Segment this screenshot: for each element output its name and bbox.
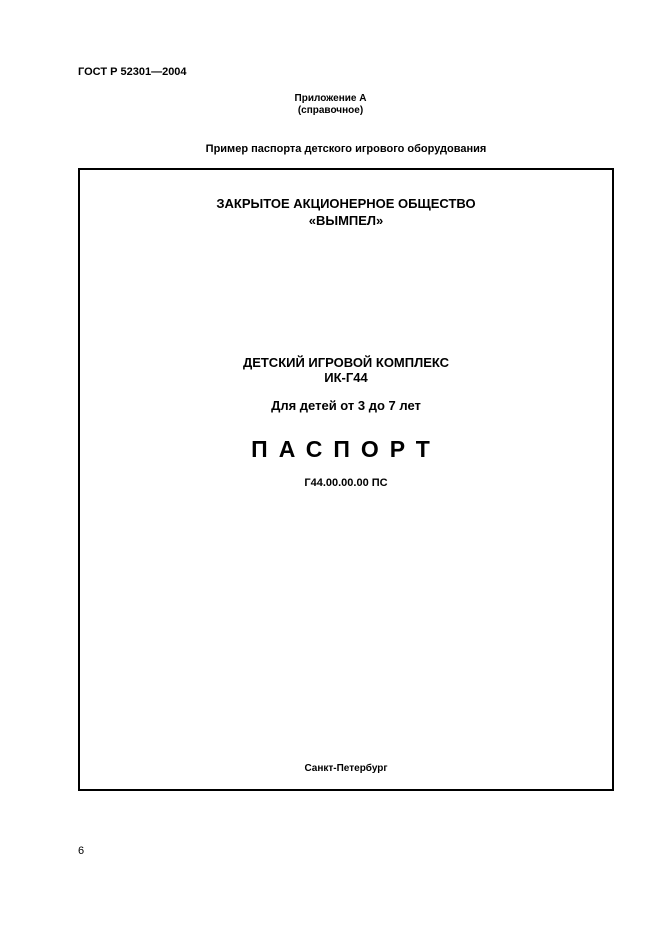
product-name-line2: ИК-Г44: [324, 370, 368, 385]
product-name-line1: ДЕТСКИЙ ИГРОВОЙ КОМПЛЕКС: [242, 355, 450, 370]
age-range: Для детей от 3 до 7 лет: [271, 398, 421, 413]
appendix-title: Приложение А: [294, 93, 367, 104]
appendix-note: (справочное): [297, 105, 364, 116]
company-name: [80, 195, 612, 229]
city-name: Санкт-Петербург: [304, 763, 388, 774]
company-name-line1: ЗАКРЫТОЕ АКЦИОНЕРНОЕ ОБЩЕСТВО: [216, 196, 476, 211]
product-name: [80, 355, 612, 385]
passport-frame: [78, 168, 614, 791]
example-caption: Пример паспорта детского игрового оборудования: [205, 143, 487, 155]
standard-header: ГОСТ Р 52301—2004: [78, 66, 187, 78]
document-designation: Г44.00.00.00 ПС: [304, 477, 388, 489]
appendix-heading: [0, 93, 661, 117]
document-title: ПАСПОРТ: [251, 436, 441, 462]
company-name-line2: «ВЫМПЕЛ»: [308, 213, 384, 228]
page-number: 6: [78, 845, 85, 857]
